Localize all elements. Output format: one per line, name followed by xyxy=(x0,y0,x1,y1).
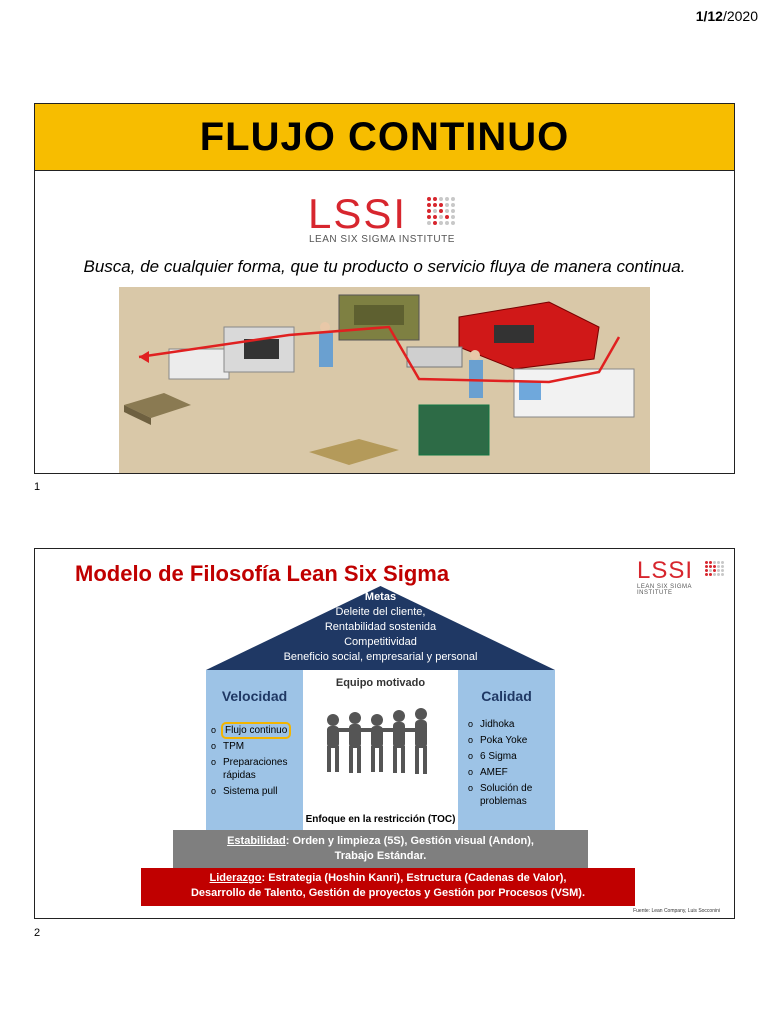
date: 1/12/2020 xyxy=(695,8,758,24)
list-item: o AMEF xyxy=(468,767,508,778)
slide-number: 2 xyxy=(34,927,41,939)
roof-goals: Metas Deleite del cliente, Rentabilidad sostenida Competitividad Beneficio social, empresarial y personal xyxy=(283,591,478,663)
list-item: o Solución de problemas xyxy=(468,783,533,807)
slide-number: 1 xyxy=(34,481,41,493)
slide-title: Modelo de Filosofía Lean Six Sigma xyxy=(75,561,450,586)
list-item: o 6 Sigma xyxy=(468,751,517,762)
team-people-icon xyxy=(321,706,441,776)
slide-1 xyxy=(34,103,735,474)
pillar-calidad: Calidad o Jidhoka o Poka Yoke o 6 Sigma o AMEF o Solución de problemas xyxy=(458,670,555,830)
stability-band: Estabilidad: Orden y limpieza (5S), Gestión visual (Andon), Trabajo Estándar. xyxy=(173,830,588,868)
list-item: o Sistema pull xyxy=(211,786,278,797)
list-item: o Preparaciones rápidas xyxy=(211,757,288,781)
slide-subtitle: Busca, de cualquier forma, que tu producto o servicio fluya de manera continua. xyxy=(83,257,686,276)
title-bar xyxy=(35,104,734,171)
source-note: Fuente: Lean Company, Luis Socconini xyxy=(633,908,720,914)
lssi-logo: LSSI LEAN SIX SIGMA INSTITUTE xyxy=(637,557,727,593)
leadership-band: Liderazgo: Estrategia (Hoshin Kanri), Estructura (Cadenas de Valor), Desarrollo de Talento, Gestión de proyectos y Gestión por Procesos (VSM). xyxy=(141,868,635,906)
pillar-velocidad: Velocidad o Flujo continuo o TPM o Preparaciones rápidas o Sistema pull xyxy=(206,670,303,830)
center-panel: Equipo motivado Enfoque en la restricción (TOC) xyxy=(303,670,458,830)
list-item: o TPM xyxy=(211,741,245,752)
slide-2 xyxy=(34,548,735,919)
factory-illustration xyxy=(119,287,650,474)
list-item: o Poka Yoke xyxy=(468,735,528,746)
logo-dot-grid-icon xyxy=(705,561,724,576)
slide-title: FLUJO CONTINUO xyxy=(199,114,570,159)
toc-label: Enfoque en la restricción (TOC) xyxy=(305,814,456,825)
lssi-logo: LSSI LEAN SIX SIGMA INSTITUTE xyxy=(308,190,455,245)
logo-dot-grid-icon xyxy=(427,197,455,225)
list-item: o Flujo continuo xyxy=(211,725,288,736)
list-item: o Jidhoka xyxy=(468,719,515,730)
